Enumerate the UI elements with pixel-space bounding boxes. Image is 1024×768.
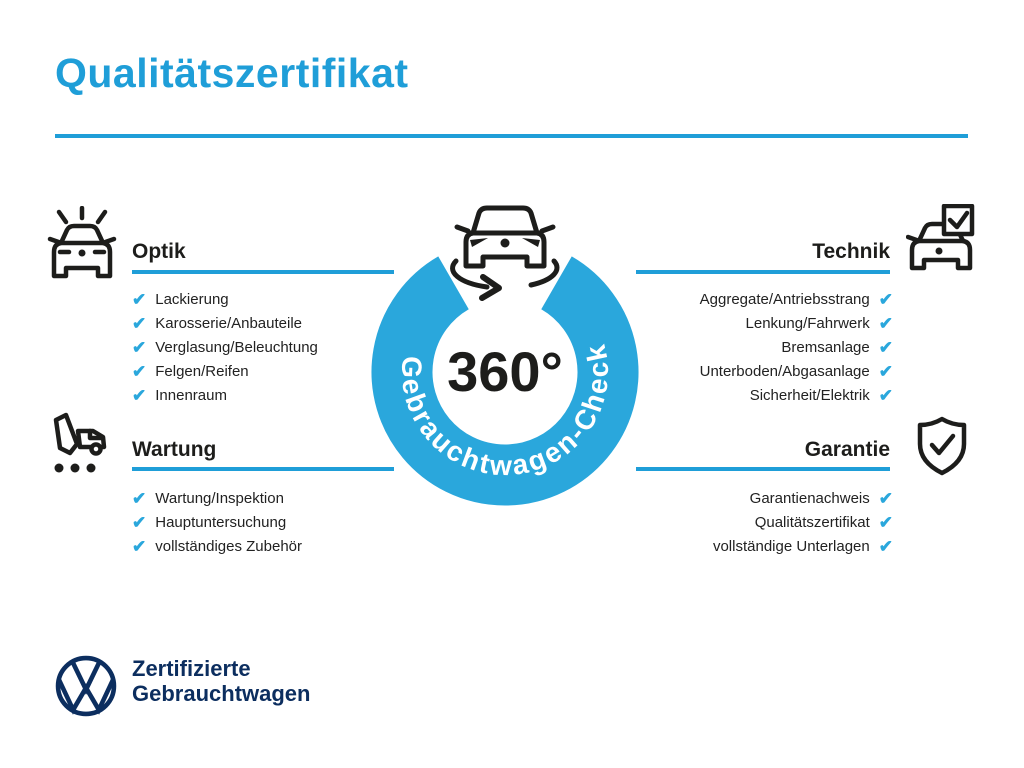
list-item-label: vollständige Unterlagen <box>712 537 870 555</box>
section-rule-garantie <box>636 467 890 471</box>
page-title: Qualitätszertifikat <box>55 50 409 96</box>
list-item-label: Unterboden/Abgasanlage <box>699 362 870 380</box>
list-item <box>580 534 893 558</box>
wartung-checklist <box>132 486 302 558</box>
check-icon: ✔ <box>132 512 147 532</box>
brand-claim-line1: Zertifizierte <box>132 656 251 681</box>
list-item <box>132 335 318 359</box>
check-icon: ✔ <box>132 361 147 381</box>
list-item-label: Lackierung <box>155 290 229 308</box>
list-item-label: Felgen/Reifen <box>155 362 249 380</box>
degree-label: 360° <box>447 340 563 403</box>
check-icon: ✔ <box>878 289 893 309</box>
list-item-label: Sicherheit/Elektrik <box>749 386 870 404</box>
list-item-label: Aggregate/Antriebsstrang <box>699 290 870 308</box>
section-title-wartung: Wartung <box>132 438 217 461</box>
brand-claim-line2: Gebrauchtwagen <box>132 681 311 706</box>
check-icon: ✔ <box>132 337 147 357</box>
check-icon: ✔ <box>132 488 147 508</box>
car-rotate-icon <box>453 208 557 298</box>
vw-logo <box>53 653 119 724</box>
car-shine-icon <box>46 206 118 282</box>
list-item-label: Wartung/Inspektion <box>155 489 284 507</box>
list-item <box>132 383 318 407</box>
section-title-optik: Optik <box>132 240 186 263</box>
car-checkbox-icon <box>906 204 978 276</box>
list-item <box>132 486 302 510</box>
check-icon: ✔ <box>878 361 893 381</box>
list-item-label: Garantienachweis <box>749 489 870 507</box>
list-item <box>132 510 302 534</box>
check-icon: ✔ <box>878 337 893 357</box>
check-icon: ✔ <box>132 536 147 556</box>
list-item-label: Lenkung/Fahrwerk <box>745 314 870 332</box>
list-item <box>132 287 318 311</box>
check-icon: ✔ <box>878 385 893 405</box>
list-item-label: Bremsanlage <box>781 338 870 356</box>
check-icon: ✔ <box>132 385 147 405</box>
shield-check-icon <box>914 416 970 476</box>
list-item <box>132 311 318 335</box>
list-item <box>132 359 318 383</box>
ring-label: Gebrauchtwagen-Check <box>395 339 615 482</box>
title-divider <box>55 134 968 138</box>
list-item-label: Karosserie/Anbauteile <box>155 314 303 332</box>
list-item <box>132 534 302 558</box>
list-item-label: vollständiges Zubehör <box>155 537 303 555</box>
check-icon: ✔ <box>878 313 893 333</box>
check-icon: ✔ <box>132 289 147 309</box>
check-icon: ✔ <box>878 488 893 508</box>
section-title-technik: Technik <box>812 240 890 263</box>
section-rule-technik <box>636 270 890 274</box>
check-icon: ✔ <box>132 313 147 333</box>
check-icon: ✔ <box>878 512 893 532</box>
list-item-label: Qualitätszertifikat <box>754 513 870 531</box>
brand-claim <box>132 656 310 706</box>
check-icon: ✔ <box>878 536 893 556</box>
pencil-car-icon <box>44 410 112 478</box>
list-item-label: Verglasung/Beleuchtung <box>155 338 318 356</box>
list-item-label: Innenraum <box>155 386 227 404</box>
section-title-garantie: Garantie <box>804 438 890 461</box>
360-check-badge <box>355 180 655 520</box>
list-item-label: Hauptuntersuchung <box>155 513 287 531</box>
optik-checklist <box>132 287 318 407</box>
